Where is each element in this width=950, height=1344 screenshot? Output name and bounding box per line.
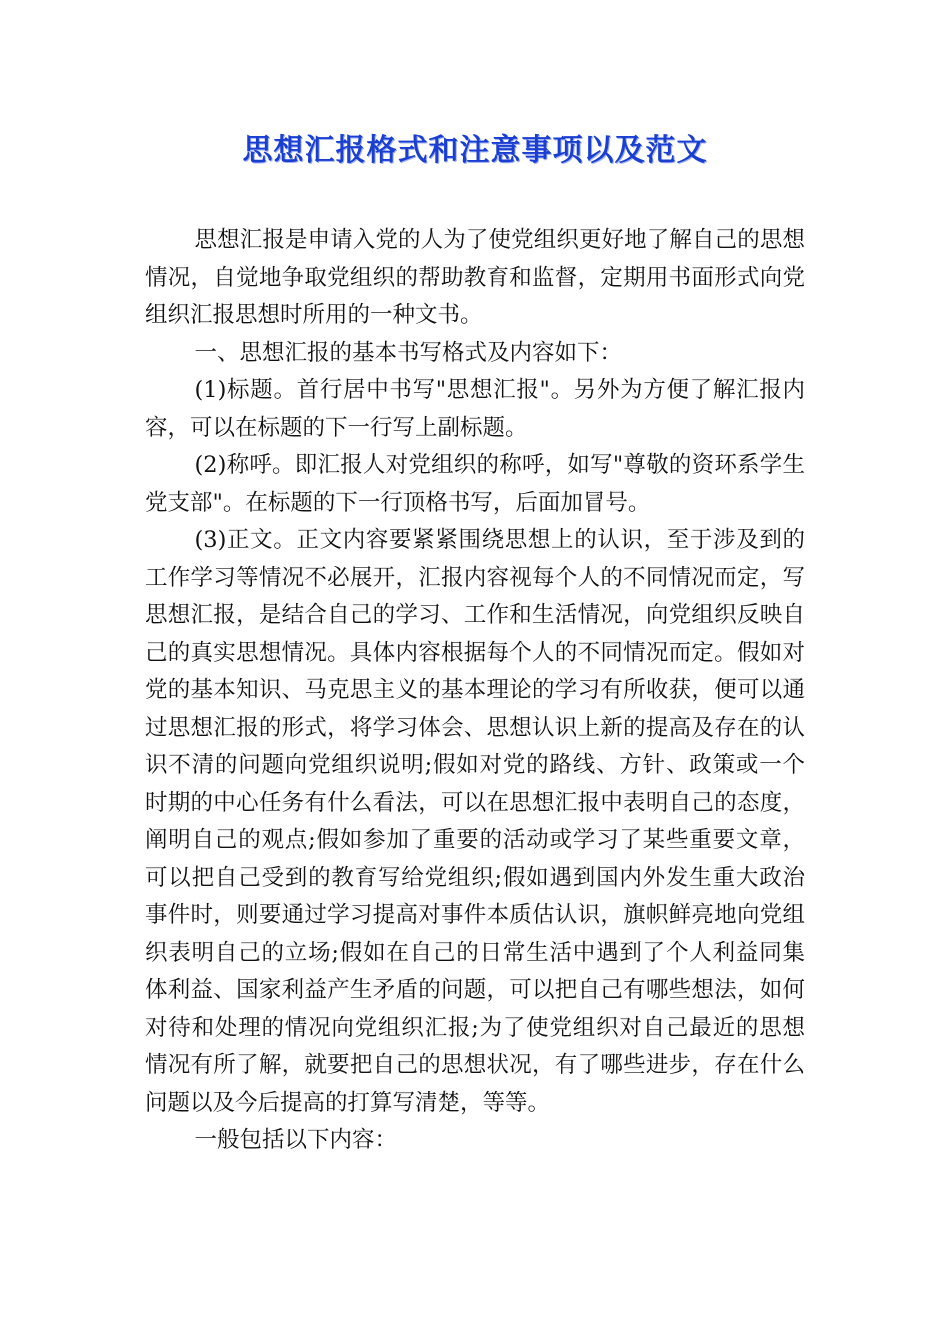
document-body: [145, 222, 805, 1160]
document-title: 思想汇报格式和注意事项以及范文: [242, 133, 708, 168]
paragraph-body-format: (3)正文。正文内容要紧紧围绕思想上的认识，至于涉及到的工作学习等情况不必展开，汇报内容视每个人的不同情况而定，写思想汇报，是结合自己的学习、工作和生活情况，向党组织反映自己的真实思想情况。具体内容根据每个人的不同情况而定。假如对党的基本知识、马克思主义的基本理论的学习有所收获，便可以通过思想汇报的形式，将学习体会、思想认识上新的提高及存在的认识不清的问题向党组织说明;假如对党的路线、方针、政策或一个时期的中心任务有什么看法，可以在思想汇报中表明自己的态度，阐明自己的观点;假如参加了重要的活动或学习了某些重要文章，可以把自己受到的教育写给党组织;假如遇到国内外发生重大政治事件时，则要通过学习提高对事件本质估认识，旗帜鲜亮地向党组织表明自己的立场;假如在自己的日常生活中遇到了个人利益同集体利益、国家利益产生矛盾的问题，可以把自己有哪些想法，如何对待和处理的情况向党组织汇报;为了使党组织对自己最近的思想情况有所了解，就要把自己的思想状况，有了哪些进步，存在什么问题以及今后提高的打算写清楚，等等。: [145, 527, 805, 1116]
paragraph-contents-lead: 一般包括以下内容：: [194, 1127, 398, 1153]
paragraph-intro: 思想汇报是申请入党的人为了使党组织更好地了解自己的思想情况，自觉地争取党组织的帮助教育和监督，定期用书面形式向党组织汇报思想时所用的一种文书。: [145, 227, 805, 328]
paragraph-title-format: (1)标题。首行居中书写"思想汇报"。另外为方便了解汇报内容，可以在标题的下一行写上副标题。: [145, 377, 805, 441]
paragraph-salutation-format: (2)称呼。即汇报人对党组织的称呼，如写"尊敬的资环系学生党支部"。在标题的下一行顶格书写，后面加冒号。: [145, 452, 805, 516]
paragraph-section-heading: 一、思想汇报的基本书写格式及内容如下：: [194, 339, 623, 366]
